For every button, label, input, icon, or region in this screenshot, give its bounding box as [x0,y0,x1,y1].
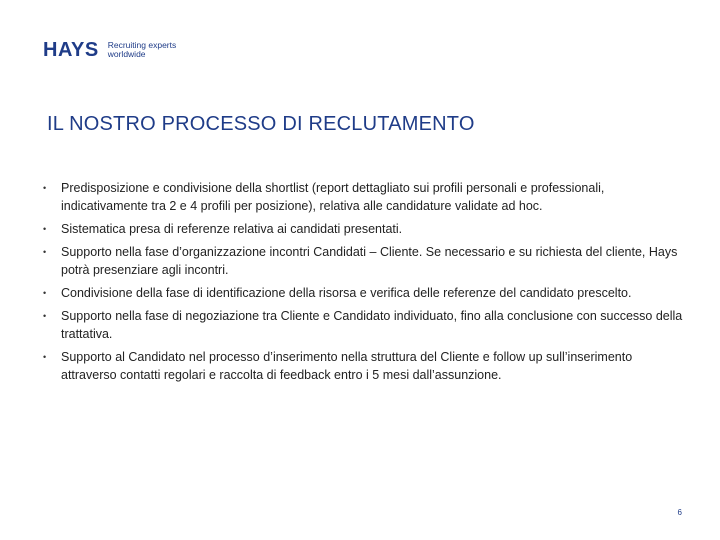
bullet-text: Supporto al Candidato nel processo d’inserimento nella struttura del Cliente e follow up sull’inserimento attraverso contatti regolari e raccolta di feedback entro i 5 mesi dall’assunzione. [61,350,633,382]
bullet-icon: • [43,288,47,298]
bullet-item [43,243,683,279]
bullet-item [43,307,683,343]
logo-tagline-line1: Recruiting experts [107,40,177,50]
bullet-text: Supporto nella fase d’organizzazione incontri Candidati – Cliente. Se necessario e su richiesta del cliente, Hays potrà presenziare agli incontri. [61,245,678,277]
hays-logo [43,40,176,60]
bullet-icon: • [43,183,47,193]
bullet-item [43,179,683,215]
bullet-text: Sistematica presa di referenze relativa ai candidati presentati. [61,222,403,236]
bullet-text: Condivisione della fase di identificazione della risorsa e verifica delle referenze del candidato prescelto. [61,286,632,300]
logo-tagline [108,41,177,59]
bullet-icon: • [43,224,47,234]
slide-title: IL NOSTRO PROCESSO DI RECLUTAMENTO [47,113,475,135]
logo-wordmark: HAYS [43,39,99,61]
bullet-icon: • [43,247,47,257]
bullet-icon: • [43,352,47,362]
logo-tagline-line2: worldwide [107,49,146,59]
bullet-item [43,220,683,238]
bullet-icon: • [43,311,47,321]
bullet-item [43,348,683,384]
page-number: 6 [677,508,682,517]
bullet-list [43,179,683,389]
bullet-text: Supporto nella fase di negoziazione tra Cliente e Candidato individuato, fino alla conclusione con successo della trattativa. [61,309,683,341]
bullet-item [43,284,683,302]
bullet-text: Predisposizione e condivisione della shortlist (report dettagliato sui profili personali e professionali, indicativamente tra 2 e 4 profili per posizione), relativa alle candidature validate ad hoc. [61,181,605,213]
